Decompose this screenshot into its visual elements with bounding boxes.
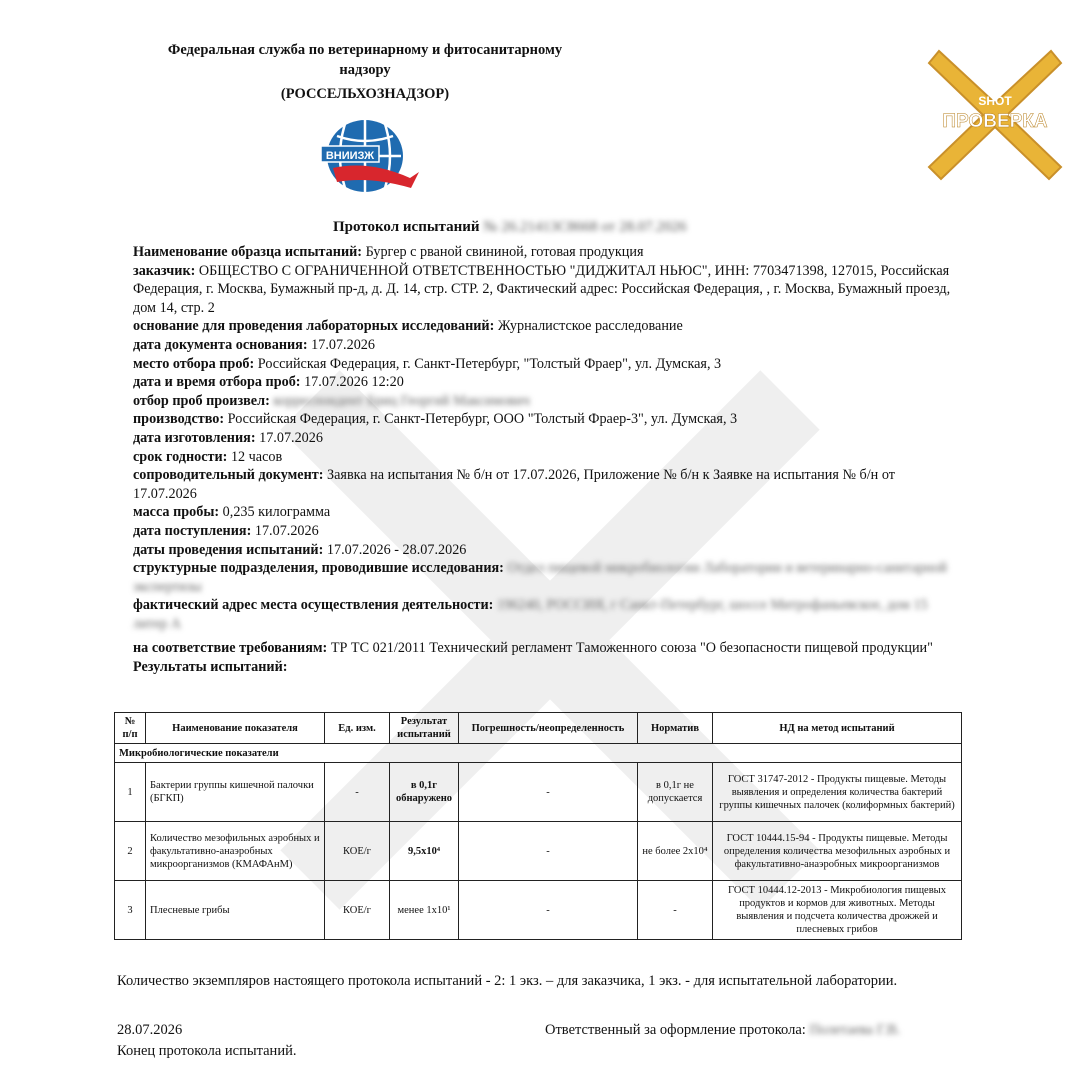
row-unit: КОЕ/г <box>325 822 390 881</box>
field-row <box>133 410 953 429</box>
org-line-3: (РОССЕЛЬХОЗНАДЗОР) <box>280 86 450 102</box>
field-label: срок годности: <box>133 448 228 465</box>
col-result: Результат испытаний <box>390 713 459 744</box>
row-result: в 0,1г обнаружено <box>390 763 459 822</box>
field-label: сопроводительный документ: <box>133 467 324 484</box>
table-row <box>115 822 962 881</box>
row-method: ГОСТ 10444.15-94 - Продукты пищевые. Методы определения количества мезофильных аэробных и факультативно-анаэробных микроорганизмов <box>713 822 962 881</box>
row-result: 9,5х10⁴ <box>390 822 459 881</box>
field-row <box>133 355 953 374</box>
field-value: 17.07.2026 <box>259 429 323 446</box>
field-value: Бургер с рваной свининой, готовая продукция <box>365 244 644 260</box>
field-value: ОБЩЕСТВО С ОГРАНИЧЕННОЙ ОТВЕТСТВЕННОСТЬЮ "ДИДЖИТАЛ НЬЮС", ИНН: 7703471398, 127015, Российская Федерация, г. Москва, Бумажный пр-д, д. Д. 14, стр. СТР. 2, Фактический адрес: Российская Федерация, , г. Москва, Бумажный проезд, дом 14, стр. 2 <box>133 262 951 316</box>
field-row <box>133 336 953 355</box>
field-label: на соответствие требованиям: <box>133 640 328 657</box>
field-row <box>133 429 953 448</box>
field-value: Журналистское расследование <box>497 318 683 335</box>
field-row <box>133 373 953 392</box>
field-value: 12 часов <box>230 448 283 465</box>
row-norm: - <box>638 881 713 940</box>
responsible-label: Ответственный за оформление протокола: <box>545 1022 806 1038</box>
field-value: 17.07.2026 <box>311 336 375 353</box>
row-result: менее 1х10¹ <box>390 881 459 940</box>
field-value: Российская Федерация, г. Санкт-Петербург, "Толстый Фраер", ул. Думская, 3 <box>257 355 722 372</box>
row-name: Бактерии группы кишечной палочки (БГКП) <box>146 763 325 822</box>
responsible-line <box>545 1022 900 1039</box>
logo-text: ВНИИЗЖ <box>325 150 375 162</box>
row-norm: в 0,1г не допускается <box>638 763 713 822</box>
field-label: производство: <box>133 411 225 428</box>
field-label: дата и время отбора проб: <box>133 374 301 391</box>
field-label: место отбора проб: <box>133 355 255 372</box>
row-unit: КОЕ/г <box>325 881 390 940</box>
field-value: ТР ТС 021/2011 Технический регламент Таможенного союза "О безопасности пищевой продукции" <box>330 640 933 657</box>
col-name: Наименование показателя <box>146 713 325 744</box>
field-row <box>133 639 953 658</box>
field-value: корреспондент Бриц Георгий Максимович <box>273 392 530 409</box>
field-value: 17.07.2026 <box>254 522 319 539</box>
row-error: - <box>459 881 638 940</box>
field-row <box>133 559 953 596</box>
field-value: Заявка на испытания № б/н от 17.07.2026, Приложение № б/н к Заявке на испытания № б/н от 17.07.2026 <box>133 467 895 502</box>
col-error: Погрешность/неопределенность <box>459 713 638 744</box>
table-row <box>115 763 962 822</box>
stamp-top-text: SHOT <box>978 94 1012 108</box>
protocol-date: 28.07.2026 <box>117 1022 183 1038</box>
col-number: № п/п <box>115 713 146 744</box>
field-label: отбор проб произвел: <box>133 392 270 409</box>
table-row <box>115 881 962 940</box>
organization-header <box>130 40 600 104</box>
field-value: Отдел пищевой микробиологии Лаборатории и ветеринарно-санитарной экспертизы <box>133 560 948 595</box>
row-norm: не более 2х10⁴ <box>638 822 713 881</box>
row-error: - <box>459 822 638 881</box>
responsible-name-blurred: Полетаева Г.В. <box>809 1022 901 1038</box>
section-title: Микробиологические показатели <box>115 744 962 763</box>
field-label: заказчик: <box>133 262 196 279</box>
results-table <box>114 712 962 940</box>
field-row <box>133 317 953 336</box>
org-line-1: Федеральная служба по ветеринарному и фитосанитарному <box>167 42 563 58</box>
field-label: фактический адрес места осуществления деятельности: <box>133 597 494 614</box>
protocol-number-blurred: № 26.21413С8668 от 28.07.2026 <box>483 219 687 235</box>
field-row <box>133 596 953 633</box>
field-label: дата документа основания: <box>133 336 308 353</box>
protocol-title <box>333 219 686 236</box>
field-value: 196240, РОССИЯ, г Санкт-Петербург, шоссе Митрофаньевское, дом 15 литер А <box>133 597 928 632</box>
field-value: 17.07.2026 12:20 <box>304 374 404 391</box>
field-label: дата изготовления: <box>133 429 256 446</box>
field-row <box>133 392 953 411</box>
field-value: 17.07.2026 - 28.07.2026 <box>326 541 467 558</box>
field-row <box>133 262 953 318</box>
protocol-end: Конец протокола испытаний. <box>117 1043 297 1059</box>
table-header-row <box>115 713 962 744</box>
col-method: НД на метод испытаний <box>713 713 962 744</box>
section-row <box>115 744 962 763</box>
field-label: основание для проведения лабораторных исследований: <box>133 318 495 335</box>
row-method: ГОСТ 31747-2012 - Продукты пищевые. Методы выявления и определения количества бактерий группы кишечных палочек (колиформных бактерий) <box>713 763 962 822</box>
shot-proverka-stamp <box>925 45 1065 185</box>
org-line-2: надзору <box>339 62 391 78</box>
protocol-fields <box>133 243 953 677</box>
field-label: структурные подразделения, проводившие исследования: <box>133 560 504 577</box>
row-name: Количество мезофильных аэробных и факультативно-анаэробных микроорганизмов (КМАФАнМ) <box>146 822 325 881</box>
row-error: - <box>459 763 638 822</box>
field-label: даты проведения испытаний: <box>133 541 324 558</box>
field-value: Российская Федерация, г. Санкт-Петербург, ООО "Толстый Фраер-3", ул. Думская, 3 <box>227 411 738 428</box>
copies-note: Количество экземпляров настоящего протокола испытаний - 2: 1 экз. – для заказчика, 1 экз. - для испытательной лаборатории. <box>117 973 898 989</box>
field-row <box>133 466 953 503</box>
col-norm: Норматив <box>638 713 713 744</box>
row-number: 2 <box>115 822 146 881</box>
protocol-title-text: Протокол испытаний <box>333 219 480 235</box>
field-value: 0,235 килограмма <box>222 504 331 521</box>
col-unit: Ед. изм. <box>325 713 390 744</box>
field-label: Наименование образца испытаний: <box>133 244 363 260</box>
field-row <box>133 243 953 262</box>
row-number: 1 <box>115 763 146 822</box>
stamp-bottom-text: ПРОВЕРКА <box>942 111 1048 132</box>
field-row <box>133 541 953 560</box>
field-row <box>133 522 953 541</box>
vniizzh-logo <box>315 116 421 198</box>
row-number: 3 <box>115 881 146 940</box>
field-row <box>133 503 953 522</box>
results-title: Результаты испытаний: <box>133 659 288 676</box>
field-label: дата поступления: <box>133 522 252 539</box>
row-unit: - <box>325 763 390 822</box>
field-label: масса пробы: <box>133 504 220 521</box>
row-name: Плесневые грибы <box>146 881 325 940</box>
row-method: ГОСТ 10444.12-2013 - Микробиология пищевых продуктов и кормов для животных. Методы выявления и подсчета количества дрожжей и плесневых грибов <box>713 881 962 940</box>
field-row <box>133 448 953 467</box>
